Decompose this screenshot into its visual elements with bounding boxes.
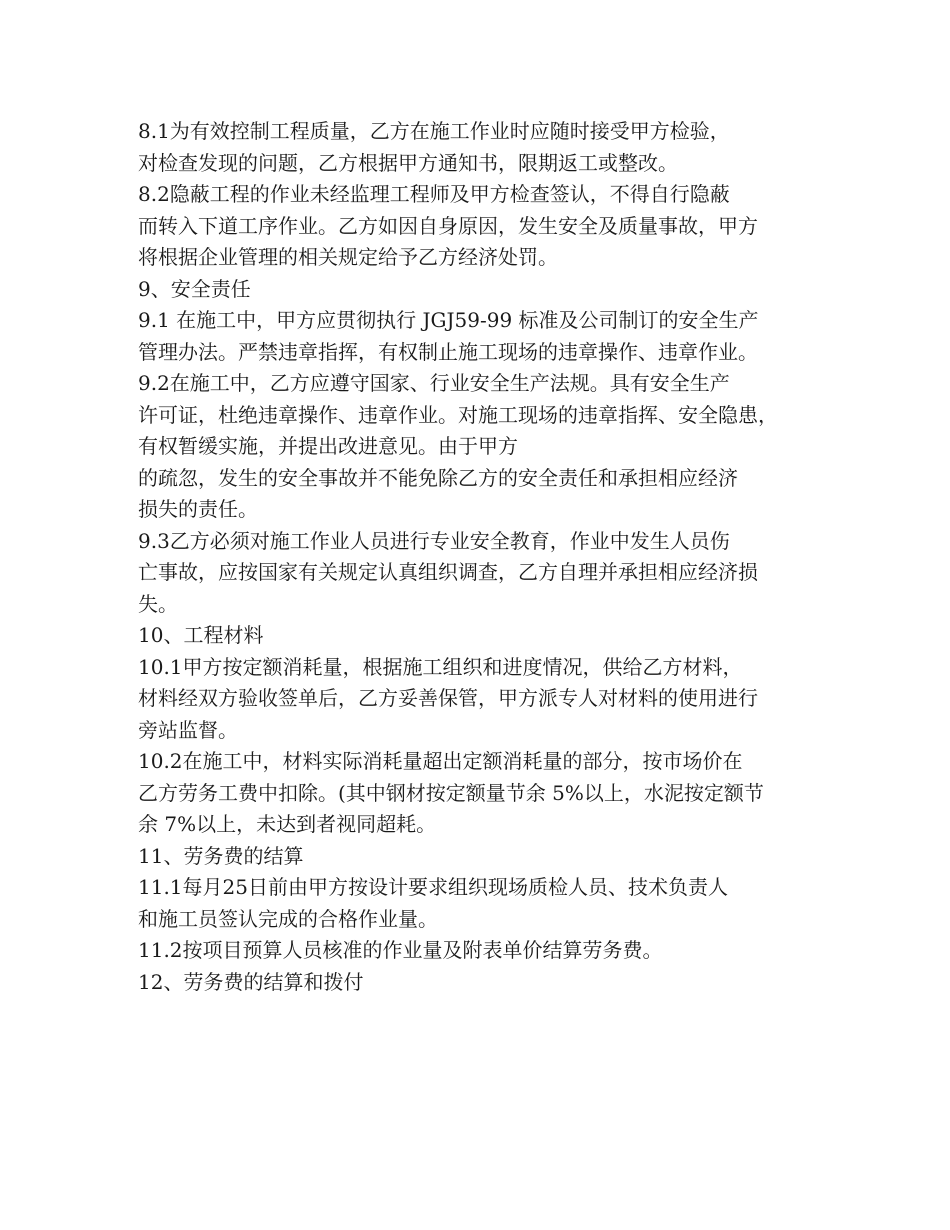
section-heading: 9、安全责任: [138, 276, 251, 301]
text-line: 而转入下道工序作业。乙方如因自身原因，发生安全及质量事故，甲方: [138, 213, 758, 238]
section-heading: 12、劳务费的结算和拨付: [138, 969, 364, 994]
text-line: 失。: [138, 591, 178, 616]
text-line: 和施工员签认完成的合格作业量。: [138, 906, 438, 931]
text-line: 8.1为有效控制工程质量，乙方在施工作业时应随时接受甲方检验，: [138, 119, 730, 143]
text-line: 管理办法。严禁违章指挥，有权制止施工现场的违章操作、违章作业。: [138, 339, 758, 364]
text-line: 将根据企业管理的相关规定给予乙方经济处罚。: [138, 245, 558, 269]
text-line: 对检查发现的问题，乙方根据甲方通知书，限期返工或整改。: [138, 150, 678, 175]
text-line: 8.2隐蔽工程的作业未经监理工程师及甲方检查签认，不得自行隐蔽: [138, 182, 730, 206]
text-line: 亡事故，应按国家有关规定认真组织调查，乙方自理并承担相应经济损: [138, 560, 758, 584]
text-line: 损失的责任。: [138, 497, 258, 521]
section-heading: 11、劳务费的结算: [138, 843, 304, 868]
section-heading: 10、工程材料: [138, 623, 264, 647]
text-line: 11.2按项目预算人员核准的作业量及附表单价结算劳务费。: [138, 938, 663, 962]
text-line: 10.2在施工中，材料实际消耗量超出定额消耗量的部分，按市场价在: [138, 749, 743, 773]
document-body: [138, 116, 828, 998]
text-line: 材料经双方验收签单后，乙方妥善保管，甲方派专人对材料的使用进行: [138, 686, 758, 710]
text-line: 旁站监督。: [138, 717, 238, 742]
text-line: 11.1每月25日前由甲方按设计要求组织现场质检人员、技术负责人: [138, 875, 728, 899]
text-line: 10.1甲方按定额消耗量，根据施工组织和进度情况，供给乙方材料，: [138, 654, 743, 679]
text-line: 9.2在施工中，乙方应遵守国家、行业安全生产法规。具有安全生产: [138, 371, 730, 395]
text-line: 乙方劳务工费中扣除。(其中钢材按定额量节余 5%以上，水泥按定额节: [138, 780, 764, 805]
text-line: 许可证，杜绝违章操作、违章作业。对施工现场的违章指挥、安全隐患，: [138, 402, 778, 427]
text-line: 的疏忽，发生的安全事故并不能免除乙方的安全责任和承担相应经济: [138, 465, 738, 490]
text-line: 余 7%以上，未达到者视同超耗。: [138, 812, 437, 836]
text-line: 有权暂缓实施，并提出改进意见。由于甲方: [138, 434, 518, 458]
text-line: 9.1 在施工中，甲方应贯彻执行 JGJ59-99 标准及公司制订的安全生产: [138, 308, 759, 332]
text-line: 9.3乙方必须对施工作业人员进行专业安全教育，作业中发生人员伤: [138, 528, 730, 553]
